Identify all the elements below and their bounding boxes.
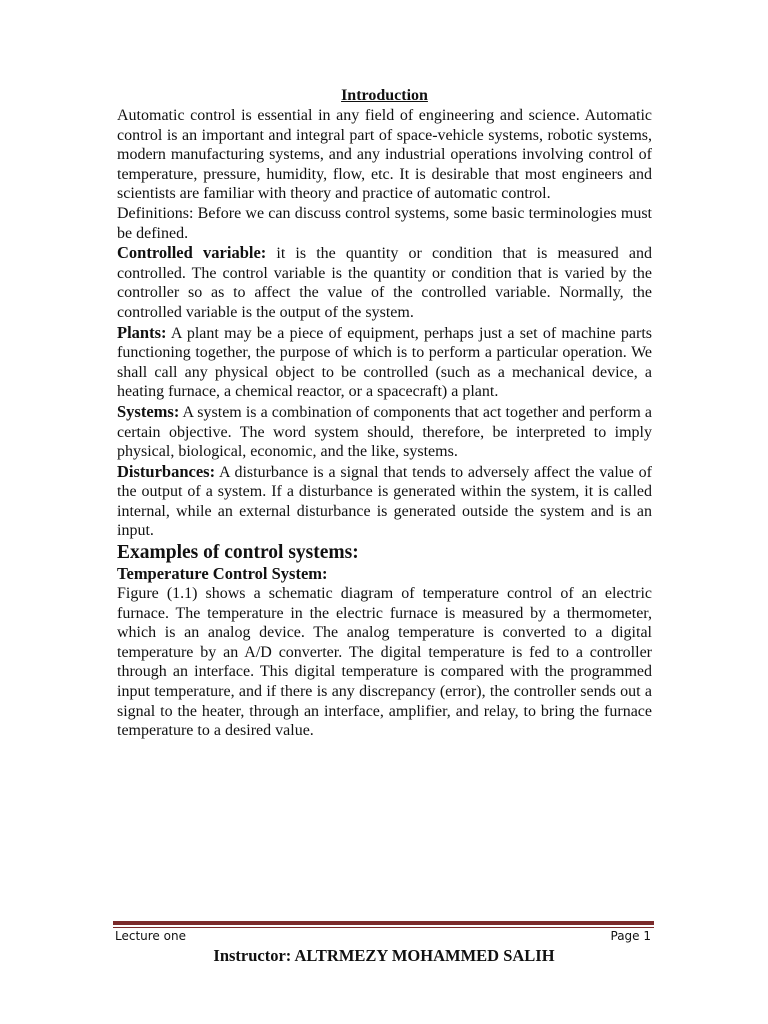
intro-paragraph: Automatic control is essential in any field of engineering and science. Automatic control is an important and integral part of space-vehicle systems, robotic systems, modern manufacturing systems, and any industrial operations involving control of temperature, pressure, humidity, flow, etc. It is desirable that most engineers and scientists are familiar with theory and practice of automatic control. <box>117 107 652 203</box>
systems-text: A system is a combination of components that act together and perform a certain objective. The word system should, therefore, be interpreted to imply physical, biological, economic, and the like, systems. <box>117 403 652 461</box>
controlled-variable-term: Controlled variable: <box>117 243 267 263</box>
plants-text: A plant may be a piece of equipment, perhaps just a set of machine parts functioning together, the purpose of which is to perform a particular operation. We shall call any physical object to be controlled (such as a mechanical device, a heating furnace, a chemical reactor, or a spacecraft) a plant. <box>117 324 652 401</box>
document-body <box>117 86 652 741</box>
plants-term: Plants: <box>117 322 167 342</box>
footer-instructor: Instructor: ALTRMEZY MOHAMMED SALIH <box>213 946 555 965</box>
footer-divider-thick <box>113 921 654 925</box>
controlled-variable-text: it is the quantity or condition that is measured and controlled. The control variable is the quantity or condition that is varied by the controller so as to affect the value of the controlled variable. Normally, the controlled variable is the output of the system. <box>117 245 652 321</box>
controlled-variable-paragraph <box>117 243 652 322</box>
disturbances-term: Disturbances: <box>117 461 216 481</box>
footer-page-number: Page 1 <box>610 929 651 943</box>
plants-paragraph <box>117 323 652 402</box>
definitions-paragraph: Definitions: Before we can discuss control systems, some basic terminologies must be defined. <box>117 204 652 242</box>
footer-lecture-label: Lecture one <box>115 929 186 943</box>
systems-term: Systems: <box>117 401 180 421</box>
disturbances-text: A disturbance is a signal that tends to adversely affect the value of the output of a system. If a disturbance is generated within the system, it is called internal, while an external disturbance is generated outside the system and is an input. <box>117 463 652 540</box>
systems-paragraph <box>117 402 652 462</box>
disturbances-paragraph <box>117 462 652 541</box>
temperature-control-heading: Temperature Control System: <box>117 564 328 584</box>
examples-heading: Examples of control systems: <box>117 542 359 564</box>
footer-divider <box>113 921 654 929</box>
page-title: Introduction <box>341 87 428 104</box>
temperature-control-paragraph: Figure (1.1) shows a schematic diagram of temperature control of an electric furnace. The temperature in the electric furnace is measured by a thermometer, which is an analog device. The analog temperature is converted to a digital temperature by an A/D converter. The digital temperature is fed to a controller through an interface. This digital temperature is compared with the programmed input temperature, and if there is any discrepancy (error), the controller sends out a signal to the heater, through an interface, amplifier, and relay, to bring the furnace temperature to a desired value. <box>117 585 652 740</box>
footer-divider-thin <box>113 927 654 928</box>
